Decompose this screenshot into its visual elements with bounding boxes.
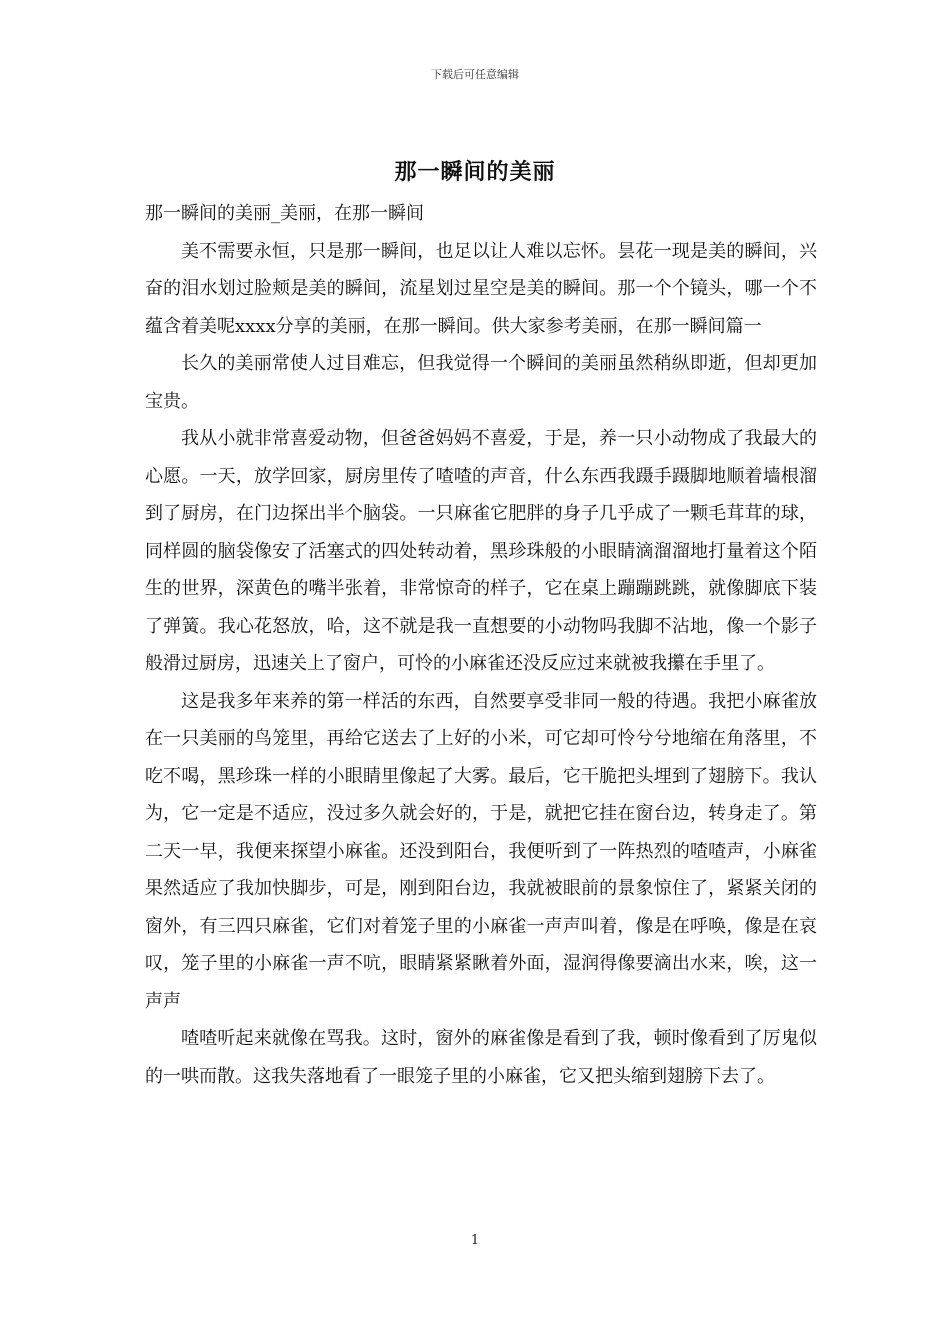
- header-note: 下载后可任意编辑: [431, 68, 519, 81]
- paragraph: 喳喳听起来就像在骂我。这时，窗外的麻雀像是看到了我，顿时像看到了厉鬼似的一哄而散。这我失落地看了一眼笼子里的小麻雀，它又把头缩到翅膀下去了。: [145, 1028, 817, 1087]
- paragraph: 长久的美丽常使人过目难忘，但我觉得一个瞬间的美丽虽然稍纵即逝，但却更加宝贵。: [145, 353, 817, 412]
- paragraph: 美不需要永恒，只是那一瞬间，也足以让人难以忘怀。昙花一现是美的瞬间，兴奋的泪水划过脸颊是美的瞬间，流星划过星空是美的瞬间。那一个个镜头，哪一个不蕴含着美呢xxxx分享的美丽，在那一瞬间。供大家参考美丽，在那一瞬间篇一: [145, 240, 817, 337]
- page-number: 1: [470, 1233, 480, 1248]
- subtitle-line: 那一瞬间的美丽_美丽，在那一瞬间: [145, 203, 424, 224]
- paragraph: 我从小就非常喜爱动物，但爸爸妈妈不喜爱，于是，养一只小动物成了我最大的心愿。一天，放学回家，厨房里传了喳喳的声音，什么东西我蹑手蹑脚地顺着墙根溜到了厨房，在门边探出半个脑袋。一只麻雀它肥胖的身子几乎成了一颗毛茸茸的球，同样圆的脑袋像安了活塞式的四处转动着，黑珍珠般的小眼睛滴溜溜地打量着这个陌生的世界，深黄色的嘴半张着，非常惊奇的样子，它在桌上蹦蹦跳跳，就像脚底下装了弹簧。我心花怒放，哈，这不就是我一直想要的小动物吗我脚不沾地，像一个影子般滑过厨房，迅速关上了窗户，可怜的小麻雀还没反应过来就被我攥在手里了。: [145, 428, 817, 674]
- document-body: [145, 195, 817, 1095]
- document-title: 那一瞬间的美丽: [394, 160, 556, 185]
- paragraph: 这是我多年来养的第一样活的东西，自然要享受非同一般的待遇。我把小麻雀放在一只美丽的鸟笼里，再给它送去了上好的小米，可它却可怜兮兮地缩在角落里，不吃不喝，黑珍珠一样的小眼睛里像起了大雾。最后，它干脆把头埋到了翅膀下。我认为，它一定是不适应，没过多久就会好的，于是，就把它挂在窗台边，转身走了。第二天一早，我便来探望小麻雀。还没到阳台，我便听到了一阵热烈的喳喳声，小麻雀果然适应了我加快脚步，可是，刚到阳台边，我就被眼前的景象惊住了，紧紧关闭的窗外，有三四只麻雀，它们对着笼子里的小麻雀一声声叫着，像是在呼唤，像是在哀叹，笼子里的小麻雀一声不吭，眼睛紧紧瞅着外面，湿润得像要滴出水来，唉，这一声声: [145, 690, 817, 1012]
